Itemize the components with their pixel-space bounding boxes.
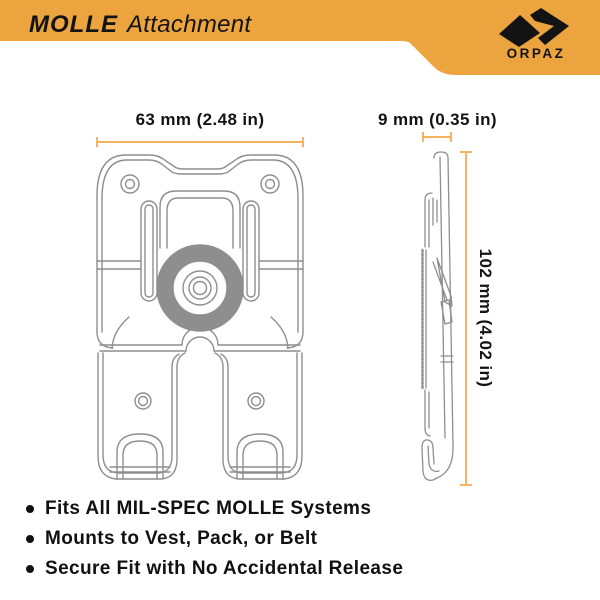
page-title-bold: MOLLE — [29, 11, 118, 38]
dimension-lines — [97, 132, 472, 485]
front-view-drawing — [97, 155, 303, 479]
dimension-height-label: 102 mm (4.02 in) — [476, 248, 495, 388]
feature-text: Mounts to Vest, Pack, or Belt — [45, 528, 318, 549]
feature-item — [26, 524, 403, 554]
features-list — [26, 494, 403, 584]
bullet-dot-icon — [26, 535, 34, 543]
serrated-wheel — [157, 245, 243, 331]
dimension-front-width-label: 63 mm (2.48 in) — [135, 110, 265, 129]
side-view-drawing — [422, 152, 453, 480]
feature-item — [26, 494, 403, 524]
feature-item — [26, 554, 403, 584]
dimension-side-width-label: 9 mm (0.35 in) — [378, 110, 497, 129]
feature-text: Fits All MIL-SPEC MOLLE Systems — [45, 498, 372, 519]
brand-name: ORPAZ — [506, 46, 566, 61]
feature-text: Secure Fit with No Accidental Release — [45, 558, 404, 579]
bullet-dot-icon — [26, 565, 34, 573]
bullet-dot-icon — [26, 505, 34, 513]
page-title-regular: Attachment — [127, 11, 252, 38]
